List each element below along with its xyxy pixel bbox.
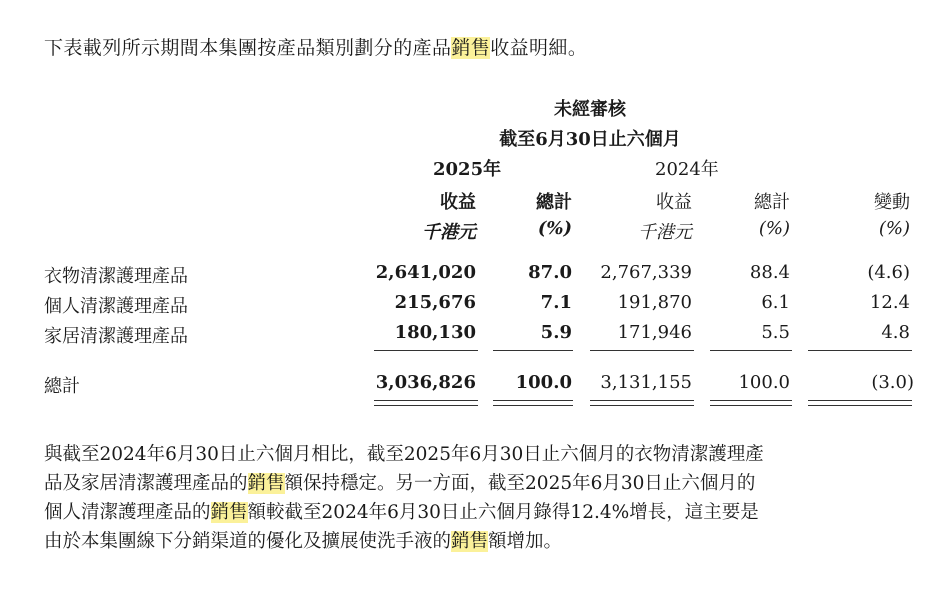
audit-label: 未經審核 (554, 99, 626, 120)
cell-pct24: 5.5 (761, 322, 790, 343)
cell-pct24: 6.1 (761, 292, 790, 313)
para-line (44, 527, 914, 556)
rule (808, 350, 912, 351)
unit-pct-2024: (%) (758, 218, 790, 239)
para-highlight: 銷售 (451, 531, 489, 552)
intro-before: 下表載列所示期間本集團按產品類別劃分的產品 (44, 37, 452, 59)
cell-rev24: 2,767,339 (600, 262, 692, 283)
col-header-change: 變動 (874, 192, 910, 213)
double-rule (710, 400, 792, 406)
year-2025: 2025年 (433, 159, 502, 180)
row-label: 家居清潔護理產品 (44, 326, 188, 347)
cell-change: (4.6) (867, 262, 910, 283)
para-text: 由於本集團線下分銷渠道的優化及擴展使洗手液的 (44, 531, 452, 552)
para-line (44, 440, 914, 469)
col-header-pct-2024: 總計 (754, 192, 790, 213)
rule (590, 350, 694, 351)
para-text: 與截至2024年6月30日止六個月相比，截至2025年6月30日止六個月的衣物清潔護理產 (44, 444, 764, 465)
unit-revenue-2025: 千港元 (422, 222, 476, 243)
total-pct25: 100.0 (515, 372, 572, 393)
period-label: 截至6月30日止六個月 (499, 129, 681, 150)
para-line (44, 498, 914, 527)
cell-pct25: 87.0 (528, 262, 572, 283)
para-text: 額增加。 (488, 531, 563, 552)
cell-rev24: 191,870 (617, 292, 692, 313)
cell-change: 4.8 (881, 322, 910, 343)
cell-change: 12.4 (869, 292, 910, 313)
row-label: 衣物清潔護理產品 (44, 266, 188, 287)
para-highlight: 銷售 (247, 473, 285, 494)
para-line (44, 469, 914, 498)
col-header-pct-2025: 總計 (536, 192, 572, 213)
para-text: 額較截至2024年6月30日止六個月錄得12.4%增長，這主要是 (247, 502, 759, 523)
total-change: (3.0) (871, 372, 914, 393)
total-pct24: 100.0 (738, 372, 790, 393)
para-highlight: 銷售 (210, 502, 248, 523)
total-rev25: 3,036,826 (375, 372, 476, 393)
cell-rev25: 180,130 (394, 322, 476, 343)
intro-highlight: 銷售 (451, 37, 491, 59)
commentary-paragraph (44, 440, 914, 556)
total-rev24: 3,131,155 (600, 372, 692, 393)
intro-after: 收益明細。 (490, 37, 588, 59)
cell-rev25: 2,641,020 (375, 262, 476, 283)
double-rule (493, 400, 573, 406)
double-rule (808, 400, 912, 406)
col-header-revenue-2025: 收益 (440, 192, 476, 213)
double-rule (590, 400, 694, 406)
intro-text (44, 33, 587, 60)
unit-revenue-2024: 千港元 (638, 222, 692, 243)
double-rule (374, 400, 478, 406)
cell-rev25: 215,676 (394, 292, 476, 313)
year-2024: 2024年 (655, 159, 719, 180)
para-text: 個人清潔護理產品的 (44, 502, 211, 523)
cell-pct25: 7.1 (540, 292, 572, 313)
cell-pct24: 88.4 (749, 262, 790, 283)
para-text: 額保持穩定。另一方面，截至2025年6月30日止六個月的 (284, 473, 756, 494)
row-label: 個人清潔護理產品 (44, 296, 188, 317)
rule (374, 350, 478, 351)
rule (493, 350, 573, 351)
total-label: 總計 (44, 376, 80, 397)
unit-pct-2025: (%) (537, 218, 572, 239)
cell-rev24: 171,946 (617, 322, 692, 343)
col-header-revenue-2024: 收益 (656, 192, 692, 213)
unit-change: (%) (878, 218, 910, 239)
para-text: 品及家居清潔護理產品的 (44, 473, 248, 494)
cell-pct25: 5.9 (540, 322, 572, 343)
rule (710, 350, 792, 351)
